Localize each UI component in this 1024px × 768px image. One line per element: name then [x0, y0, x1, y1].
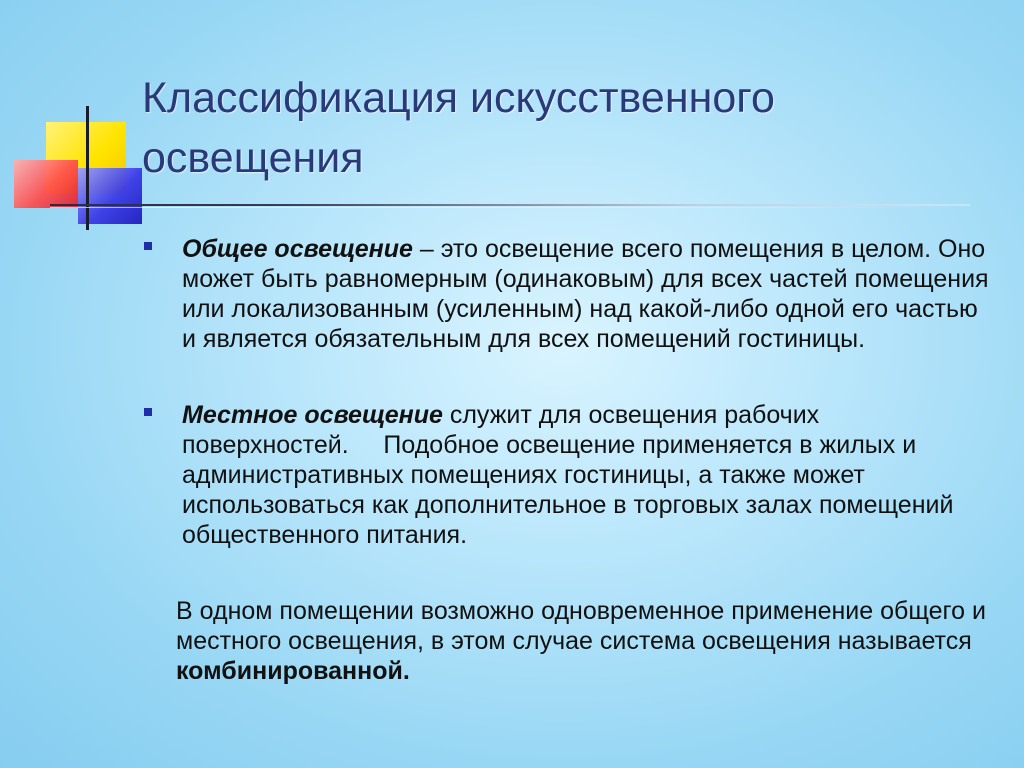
- term-local-lighting: Местное освещение: [182, 401, 443, 429]
- note-bold-term: комбинированной.: [176, 657, 410, 685]
- slide-content: [140, 234, 990, 686]
- vertical-line-decoration: [86, 106, 89, 230]
- list-item-local-lighting: [140, 400, 990, 550]
- list-item-general-lighting: [140, 234, 990, 354]
- slide-title: [142, 68, 942, 188]
- title-underline-highlight: [50, 207, 970, 208]
- note-text: В одном помещении возможно одновременное применение общего и местного освещения, в этом случае система освещения называется: [176, 597, 986, 655]
- combined-lighting-note: [140, 596, 990, 686]
- square-bullet-icon: [144, 408, 152, 416]
- term-general-lighting: Общее освещение: [182, 235, 413, 263]
- title-underline: [50, 204, 970, 206]
- definition-local-lighting: служит для освещения рабочих поверхностей. Подобное освещение применяется в жилых и административных помещениях гостиницы, а также может использоваться как дополнительное в торговых залах помещений общественного питания.: [182, 401, 961, 549]
- square-bullet-icon: [144, 242, 152, 250]
- title-line-1: Классификация искусственного: [142, 74, 775, 122]
- definition-general-lighting: – это освещение всего помещения в целом. Оно может быть равномерным (одинаковым) для всех частей помещения или локализованным (усиленным) над какой-либо одной его частью и является обязательным для всех помещений гостиницы.: [182, 235, 989, 353]
- title-line-2: освещения: [142, 134, 364, 182]
- red-square-decoration: [14, 160, 78, 208]
